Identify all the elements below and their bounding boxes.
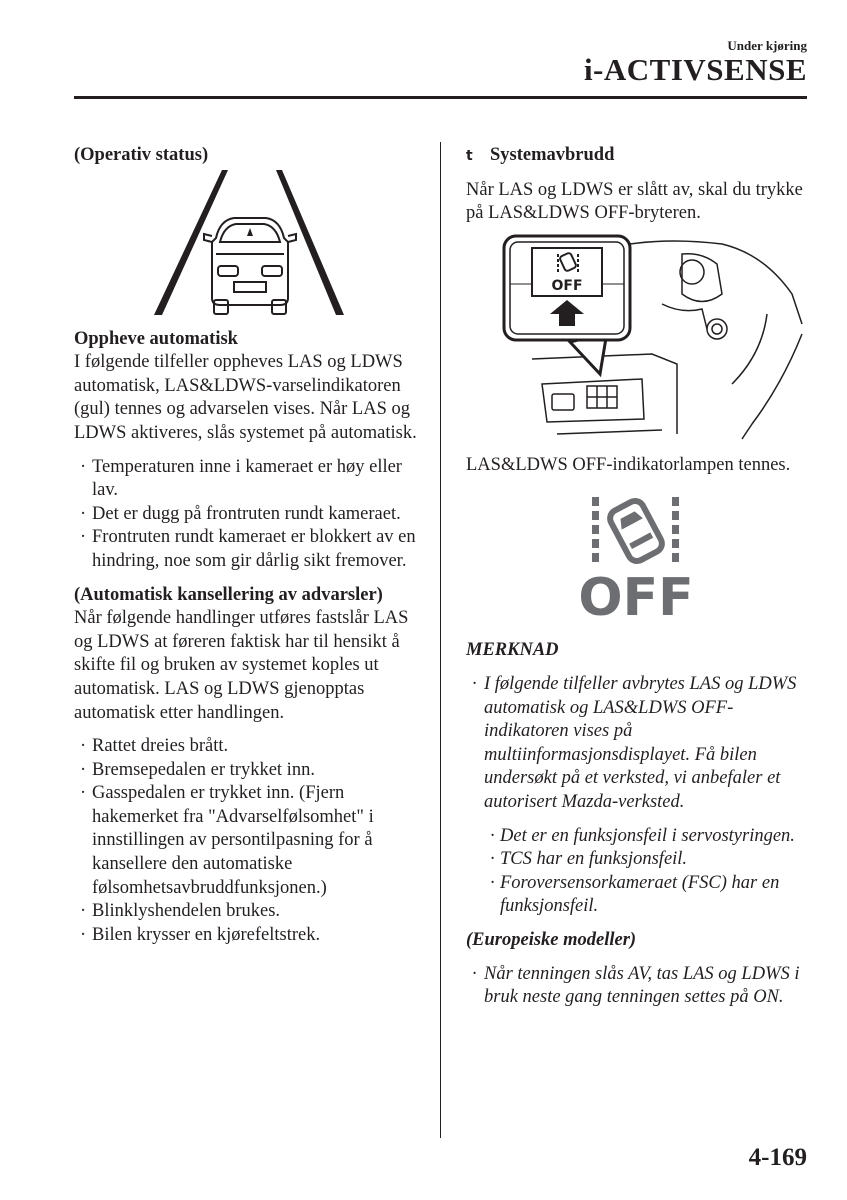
oppheve-heading: Oppheve automatisk — [74, 328, 238, 349]
list-item: · Frontruten rundt kameraet er blokkert av en hindring, noe som gir dårlig sikt fremover. — [74, 526, 426, 573]
list-item: · TCS har en funksjonsfeil. — [466, 848, 811, 872]
system-heading-row — [466, 144, 811, 169]
auto-text: Når følgende handlinger utføres fastslår LAS og LDWS at føreren faktisk har til hensikt å skifte fil og bruken av systemet koples ut automatisk. LAS og LDWS gjenopptas automatisk etter handlingen. — [74, 608, 409, 723]
list-item: · Når tenningen slås AV, tas LAS og LDWS i bruk neste gang tenningen settes på ON. — [466, 963, 811, 1010]
note-heading: MERKNAD — [466, 640, 559, 661]
las-ldws-off-icon — [576, 491, 696, 619]
note-item: · I følgende tilfeller avbrytes LAS og LDWS automatisk og LAS&LDWS OFF-indikatoren vises på multiinformasjonsdisplayet. Få bilen undersøkt på et verksted, vi anbefaler et autorisert Mazda-verksted. — [466, 673, 811, 815]
right-column — [466, 144, 811, 1010]
list-item: · Blinklyshendelen brukes. — [74, 900, 426, 924]
auto-list — [74, 735, 426, 947]
oppheve-text: I følgende tilfeller oppheves LAS og LDWS automatisk, LAS&LDWS-varselindikatoren (gul) tennes og advarselen vises. Når LAS og LDWS aktiveres, slås systemet på automatisk. — [74, 352, 417, 443]
dashboard-switch-icon — [502, 234, 812, 444]
list-item: · Temperaturen inne i kameraet er høy eller lav. — [74, 456, 426, 503]
header-section: Under kjøring — [727, 38, 807, 53]
car-between-lanes-icon — [154, 170, 344, 320]
oppheve-list — [74, 456, 426, 574]
note-sublist — [466, 825, 811, 919]
section-bullet: t — [466, 148, 473, 164]
list-item: · Gasspedalen er trykket inn. (Fjern hakemerket fra "Advarselfølsomhet" i innstillingen av persontilpasning for å kansellere den automatiske følsomhetsavbruddfunksjonen.) — [74, 782, 426, 900]
auto-heading: (Automatisk kansellering av advarsler) — [74, 584, 383, 605]
euro-heading: (Europeiske modeller) — [466, 929, 637, 950]
system-text: Når LAS og LDWS er slått av, skal du trykke på LAS&LDWS OFF-bryteren. — [466, 179, 803, 224]
page-number: 4-169 — [748, 1144, 807, 1171]
note-list — [466, 673, 811, 815]
list-item: · Bilen krysser en kjørefeltstrek. — [74, 924, 426, 948]
list-item: · Rattet dreies brått. — [74, 735, 426, 759]
list-item: · Bremsepedalen er trykket inn. — [74, 759, 426, 783]
lamp-text: LAS&LDWS OFF-indikatorlampen tennes. — [466, 454, 791, 475]
column-divider — [440, 142, 441, 1138]
header-rule — [74, 96, 807, 99]
list-item: · Det er dugg på frontruten rundt kameraet. — [74, 503, 426, 527]
off-label: OFF — [578, 568, 694, 620]
euro-list — [466, 963, 811, 1010]
operativ-heading: (Operativ status) — [74, 145, 209, 165]
list-item: · Foroversensorkameraet (FSC) har en funksjonsfeil. — [466, 872, 811, 919]
svg-text:OFF: OFF — [551, 277, 583, 294]
left-column — [74, 144, 426, 947]
header-title: i-ACTIVSENSE — [583, 52, 807, 87]
system-heading: Systemavbrudd — [490, 145, 615, 165]
list-item: · Det er en funksjonsfeil i servostyringen. — [466, 825, 811, 849]
